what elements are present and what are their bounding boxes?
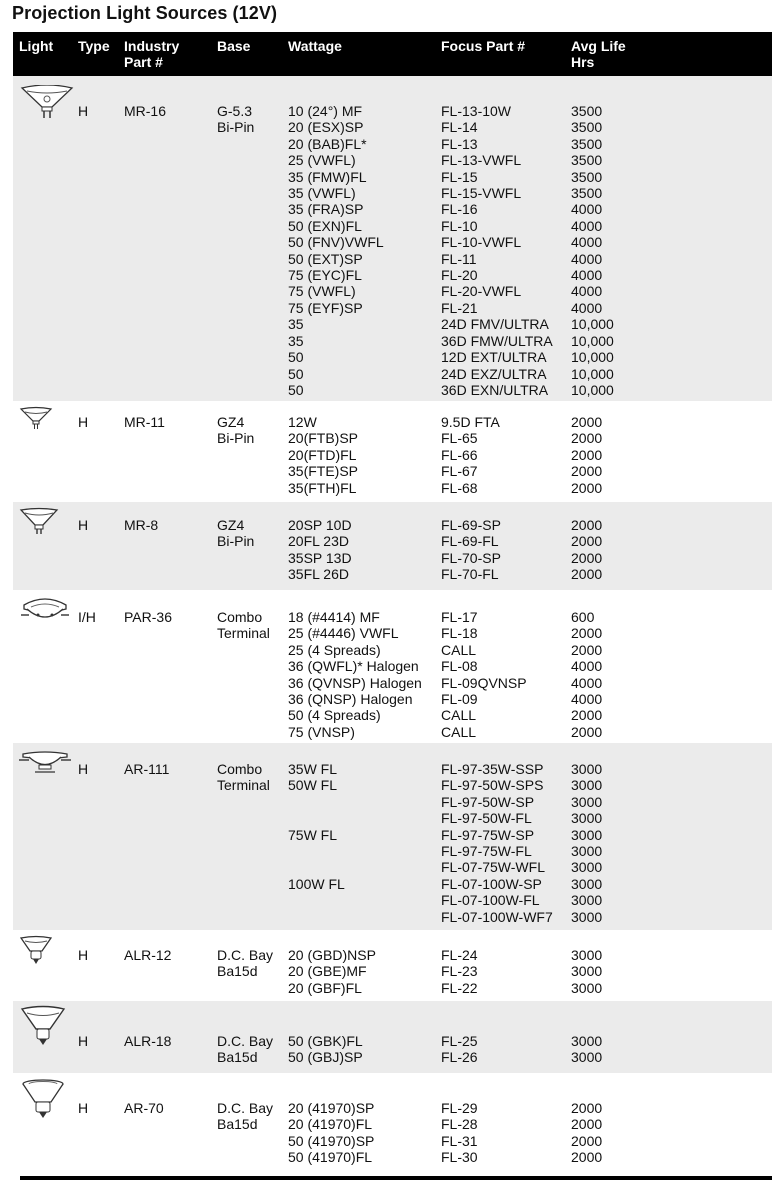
focus-part-cell-entry: FL-67	[441, 463, 478, 480]
base-cell-entry: Combo	[217, 761, 263, 777]
focus-part-cell-entry: FL-13-VWFL	[441, 152, 522, 169]
table-row-group	[13, 76, 772, 401]
type-cell	[78, 103, 88, 119]
focus-part-cell-entry: FL-97-50W-SP	[441, 793, 535, 810]
avg-life-cell-entry: 4000	[571, 217, 603, 234]
focus-part-cell-entry: FL-07-100W-SP	[441, 875, 542, 892]
industry-part-cell	[124, 947, 171, 963]
wattage-cell-entry: 50	[288, 349, 304, 366]
industry-part-cell	[124, 609, 172, 625]
base-cell-entry: Combo	[217, 609, 263, 625]
avg-life-cell-entry: 2000	[571, 641, 603, 658]
focus-part-cell-entry: FL-31	[441, 1132, 478, 1149]
avg-life-cell-entry: 3500	[571, 135, 603, 152]
wattage-cell-entry: 50	[288, 365, 304, 382]
industry-part-cell	[124, 517, 158, 533]
focus-part-cell-entry: FL-22	[441, 979, 478, 996]
par36-lamp-icon	[19, 595, 71, 634]
wattage-cell-entry: 35 (FMW)FL	[288, 168, 367, 185]
type-cell	[78, 1100, 88, 1116]
ar70-lamp-icon	[19, 1078, 67, 1127]
focus-part-cell-entry: 36D EXN/ULTRA	[441, 381, 549, 398]
focus-part-cell-entry: FL-97-50W-SPS	[441, 777, 544, 794]
base-cell	[217, 1033, 273, 1066]
industry-part-cell-entry: MR-16	[124, 103, 167, 119]
avg-life-cell	[571, 103, 614, 398]
focus-part-cell-entry: 36D FMW/ULTRA	[441, 332, 553, 349]
focus-part-cell-entry: FL-68	[441, 479, 478, 496]
avg-life-cell-entry: 2000	[571, 723, 603, 740]
avg-life-cell	[571, 1100, 602, 1166]
table-header	[13, 32, 772, 76]
wattage-cell-entry: 36 (QNSP) Halogen	[288, 691, 413, 708]
type-cell-entry: H	[78, 1100, 89, 1116]
wattage-cell-entry: 35 (VWFL)	[288, 185, 356, 202]
wattage-cell-entry: 25 (4 Spreads)	[288, 641, 381, 658]
wattage-cell-entry: 50	[288, 381, 304, 398]
wattage-cell-entry: 35SP 13D	[288, 549, 352, 566]
header-wattage: Wattage	[288, 38, 342, 54]
wattage-cell-entry: 50 (GBK)FL	[288, 1033, 363, 1049]
bottom-rule	[20, 1176, 772, 1180]
base-cell-entry: Bi-Pin	[217, 430, 255, 447]
mr11-lamp-icon	[19, 406, 53, 437]
focus-part-cell-entry: FL-97-75W-FL	[441, 843, 532, 860]
header-industry-line1: Industry	[124, 38, 180, 54]
wattage-cell-entry: 35	[288, 316, 304, 333]
type-cell-entry: H	[78, 103, 89, 119]
avg-life-cell-entry: 10,000	[571, 365, 614, 382]
type-cell	[78, 517, 88, 533]
focus-part-cell-entry: FL-65	[441, 430, 478, 447]
focus-part-cell	[441, 947, 478, 996]
wattage-cell-entry: 35 (FRA)SP	[288, 201, 364, 218]
wattage-cell-entry: 35W FL	[288, 761, 338, 777]
avg-life-cell-entry: 2000	[571, 446, 603, 463]
wattage-cell-entry	[288, 794, 345, 810]
focus-part-cell	[441, 103, 553, 398]
avg-life-cell-entry: 4000	[571, 201, 603, 218]
wattage-cell-entry: 25 (#4446) VWFL	[288, 625, 399, 642]
avg-life-cell-entry: 2000	[571, 1116, 603, 1133]
wattage-cell-entry: 75 (VWFL)	[288, 283, 356, 300]
base-cell	[217, 761, 270, 794]
avg-life-cell-entry: 3000	[571, 892, 603, 909]
focus-part-cell-entry: FL-10-VWFL	[441, 234, 522, 251]
table-row-group	[13, 401, 772, 502]
wattage-cell-entry: 20 (41970)SP	[288, 1100, 375, 1116]
industry-part-cell-entry: MR-8	[124, 517, 159, 533]
wattage-cell-entry: 50 (FNV)VWFL	[288, 234, 384, 251]
focus-part-cell-entry: FL-11	[441, 250, 477, 267]
focus-part-cell-entry: FL-66	[441, 446, 478, 463]
wattage-cell-entry: 100W FL	[288, 875, 345, 892]
base-cell	[217, 947, 273, 980]
focus-part-cell-entry: FL-69-FL	[441, 533, 499, 550]
table-row-group	[13, 590, 772, 743]
wattage-cell-entry: 20(FTB)SP	[288, 430, 359, 447]
focus-part-cell-entry: FL-18	[441, 625, 478, 642]
avg-life-cell-entry: 3500	[571, 103, 603, 119]
header-light: Light	[19, 38, 54, 54]
avg-life-cell-entry: 10,000	[571, 349, 614, 366]
type-cell	[78, 1033, 88, 1049]
wattage-cell-entry: 75W FL	[288, 826, 338, 843]
wattage-cell	[288, 103, 384, 398]
base-cell-entry: GZ4	[217, 414, 245, 430]
focus-part-cell-entry: FL-97-50W-FL	[441, 810, 532, 827]
focus-part-cell-entry: FL-17	[441, 609, 478, 625]
industry-part-cell	[124, 1033, 171, 1049]
wattage-cell-entry	[288, 909, 345, 925]
wattage-cell-entry: 20 (ESX)SP	[288, 119, 364, 136]
wattage-cell-entry: 20SP 10D	[288, 517, 352, 533]
wattage-cell-entry: 10 (24°) MF	[288, 103, 363, 119]
wattage-cell-entry: 50 (EXN)FL	[288, 217, 362, 234]
wattage-cell-entry: 20 (GBF)FL	[288, 979, 362, 996]
focus-part-cell-entry: 24D EXZ/ULTRA	[441, 365, 547, 382]
type-cell	[78, 609, 96, 625]
focus-part-cell-entry: 9.5D FTA	[441, 414, 500, 430]
focus-part-cell-entry: CALL	[441, 641, 477, 658]
base-cell	[217, 517, 254, 550]
focus-part-cell-entry: FL-25	[441, 1033, 478, 1049]
wattage-cell-entry	[288, 810, 345, 826]
wattage-cell-entry: 35FL 26D	[288, 566, 349, 583]
industry-part-cell-entry: ALR-12	[124, 947, 172, 963]
avg-life-cell-entry: 4000	[571, 250, 603, 267]
wattage-cell-entry: 50 (4 Spreads)	[288, 707, 381, 724]
industry-part-cell	[124, 1100, 164, 1116]
type-cell-entry: H	[78, 1033, 89, 1049]
focus-part-cell-entry: FL-09	[441, 691, 478, 708]
type-cell-entry: H	[78, 517, 89, 533]
focus-part-cell-entry: FL-07-100W-FL	[441, 892, 540, 909]
wattage-cell	[288, 1100, 374, 1166]
focus-part-cell-entry: FL-21	[441, 299, 478, 316]
type-cell	[78, 947, 88, 963]
avg-life-cell-entry: 10,000	[571, 316, 614, 333]
base-cell-entry: Ba15d	[217, 1049, 258, 1066]
wattage-cell-entry: 50 (EXT)SP	[288, 250, 363, 267]
focus-part-cell-entry: FL-30	[441, 1149, 478, 1166]
avg-life-cell-entry: 4000	[571, 234, 603, 251]
base-cell-entry: Terminal	[217, 625, 270, 642]
wattage-cell	[288, 414, 358, 496]
focus-part-cell-entry: FL-70-SP	[441, 549, 501, 566]
focus-part-cell	[441, 414, 500, 496]
header-focus-part: Focus Part #	[441, 38, 526, 54]
wattage-cell-entry: 20 (GBE)MF	[288, 963, 367, 980]
wattage-cell-entry: 75 (VNSP)	[288, 723, 355, 740]
wattage-cell	[288, 761, 345, 925]
wattage-cell-entry: 35(FTH)FL	[288, 479, 357, 496]
focus-part-cell	[441, 609, 527, 740]
wattage-cell-entry: 36 (QVNSP) Halogen	[288, 674, 422, 691]
focus-part-cell	[441, 517, 501, 583]
avg-life-cell	[571, 1033, 602, 1066]
focus-part-cell	[441, 761, 553, 925]
avg-life-cell-entry: 3000	[571, 826, 603, 843]
industry-part-cell	[124, 761, 169, 777]
avg-life-cell-entry: 2000	[571, 707, 603, 724]
avg-life-cell-entry: 3500	[571, 168, 603, 185]
base-cell	[217, 609, 270, 642]
avg-life-cell-entry: 3500	[571, 185, 603, 202]
avg-life-cell-entry: 3000	[571, 875, 603, 892]
base-cell-entry: D.C. Bay	[217, 1100, 274, 1116]
wattage-cell-entry: 36 (QWFL)* Halogen	[288, 658, 419, 675]
base-cell	[217, 103, 254, 136]
table-row-group	[13, 743, 772, 930]
wattage-cell-entry	[288, 892, 345, 908]
avg-life-cell-entry: 3000	[571, 859, 603, 876]
focus-part-cell-entry: FL-07-75W-WFL	[441, 859, 545, 876]
wattage-cell-entry: 25 (VWFL)	[288, 152, 356, 169]
avg-life-cell-entry: 3000	[571, 777, 603, 794]
focus-part-cell-entry: FL-97-35W-SSP	[441, 761, 544, 777]
focus-part-cell-entry: FL-09QVNSP	[441, 674, 527, 691]
avg-life-cell-entry: 2000	[571, 1100, 603, 1116]
focus-part-cell-entry: FL-20	[441, 267, 478, 284]
type-cell	[78, 414, 88, 430]
avg-life-cell-entry: 3000	[571, 963, 603, 980]
base-cell-entry: G-5.3	[217, 103, 253, 119]
avg-life-cell-entry: 10,000	[571, 332, 614, 349]
avg-life-cell-entry: 2000	[571, 1149, 603, 1166]
base-cell	[217, 414, 254, 447]
focus-part-cell-entry: FL-15	[441, 168, 478, 185]
focus-part-cell-entry: FL-16	[441, 201, 478, 218]
wattage-cell-entry: 20(FTD)FL	[288, 446, 357, 463]
avg-life-cell-entry: 600	[571, 609, 595, 625]
focus-part-cell-entry: FL-14	[441, 119, 478, 136]
header-base: Base	[217, 38, 251, 54]
avg-life-cell-entry: 3500	[571, 119, 603, 136]
type-cell	[78, 761, 88, 777]
avg-life-cell-entry: 3500	[571, 152, 603, 169]
avg-life-cell-entry: 2000	[571, 1132, 603, 1149]
base-cell-entry: D.C. Bay	[217, 947, 274, 963]
industry-part-cell	[124, 103, 166, 119]
avg-life-cell-entry: 3000	[571, 793, 603, 810]
avg-life-cell-entry: 2000	[571, 625, 603, 642]
focus-part-cell-entry: FL-69-SP	[441, 517, 501, 533]
focus-part-cell-entry: FL-08	[441, 658, 478, 675]
avg-life-cell-entry: 3000	[571, 843, 603, 860]
focus-part-cell-entry: FL-29	[441, 1100, 478, 1116]
type-cell-entry: H	[78, 414, 89, 430]
focus-part-cell-entry: FL-24	[441, 947, 478, 963]
header-industry-line2: Part #	[124, 54, 163, 70]
focus-part-cell-entry: FL-10	[441, 217, 478, 234]
focus-part-cell-entry: FL-13	[441, 135, 478, 152]
industry-part-cell-entry: AR-70	[124, 1100, 164, 1116]
avg-life-cell-entry: 3000	[571, 979, 603, 996]
ar111-lamp-icon	[19, 748, 71, 783]
avg-life-cell-entry: 2000	[571, 414, 603, 430]
focus-part-cell-entry: FL-23	[441, 963, 478, 980]
focus-part-cell-entry: FL-07-100W-WF7	[441, 908, 553, 925]
wattage-cell-entry: 75 (EYF)SP	[288, 299, 363, 316]
avg-life-cell-entry: 2000	[571, 517, 603, 533]
wattage-cell-entry: 50 (41970)FL	[288, 1149, 373, 1166]
header-industry-part	[124, 38, 179, 70]
industry-part-cell-entry: AR-111	[124, 761, 170, 777]
avg-life-cell-entry: 4000	[571, 658, 603, 675]
wattage-cell	[288, 517, 352, 583]
wattage-cell-entry: 50 (41970)SP	[288, 1132, 375, 1149]
avg-life-cell-entry: 4000	[571, 283, 603, 300]
wattage-cell-entry: 35(FTE)SP	[288, 463, 359, 480]
base-cell-entry: Ba15d	[217, 1116, 258, 1133]
focus-part-cell	[441, 1100, 478, 1166]
avg-life-cell-entry: 4000	[571, 691, 603, 708]
wattage-cell-entry: 50W FL	[288, 777, 338, 794]
avg-life-cell	[571, 414, 602, 496]
focus-part-cell-entry: 24D FMV/ULTRA	[441, 316, 549, 333]
wattage-cell-entry	[288, 859, 345, 875]
wattage-cell	[288, 609, 422, 740]
avg-life-cell-entry: 2000	[571, 549, 603, 566]
base-cell-entry: D.C. Bay	[217, 1033, 274, 1049]
avg-life-cell	[571, 947, 602, 996]
focus-part-cell-entry: FL-13-10W	[441, 103, 512, 119]
base-cell-entry: GZ4	[217, 517, 245, 533]
focus-part-cell-entry: FL-28	[441, 1116, 478, 1133]
wattage-cell-entry: 20 (BAB)FL*	[288, 135, 367, 152]
avg-life-cell-entry: 3000	[571, 1049, 603, 1066]
industry-part-cell-entry: MR-11	[124, 414, 165, 430]
focus-part-cell-entry: FL-20-VWFL	[441, 283, 522, 300]
avg-life-cell-entry: 3000	[571, 947, 603, 963]
avg-life-cell-entry: 2000	[571, 463, 603, 480]
mr16-lamp-icon	[19, 85, 75, 126]
avg-life-cell-entry: 4000	[571, 674, 603, 691]
wattage-cell-entry: 35	[288, 332, 304, 349]
wattage-cell-entry: 75 (EYC)FL	[288, 267, 362, 284]
focus-part-cell-entry: CALL	[441, 723, 477, 740]
avg-life-cell	[571, 517, 602, 583]
base-cell	[217, 1100, 273, 1133]
base-cell-entry: Bi-Pin	[217, 119, 255, 136]
alr18-lamp-icon	[19, 1005, 67, 1054]
wattage-cell-entry: 20 (GBD)NSP	[288, 947, 376, 963]
industry-part-cell	[124, 414, 165, 430]
avg-life-cell-entry: 3000	[571, 810, 603, 827]
avg-life-cell-entry: 2000	[571, 430, 603, 447]
wattage-cell	[288, 1033, 363, 1066]
mr8-lamp-icon	[19, 507, 59, 542]
focus-part-cell-entry: CALL	[441, 707, 477, 724]
avg-life-cell-entry: 4000	[571, 267, 603, 284]
header-life-line2: Hrs	[571, 54, 595, 70]
wattage-cell-entry	[288, 843, 345, 859]
table-row-group	[13, 930, 772, 1001]
base-cell-entry: Terminal	[217, 777, 270, 794]
avg-life-cell-entry: 2000	[571, 479, 603, 496]
focus-part-cell-entry: FL-15-VWFL	[441, 185, 522, 202]
focus-part-cell-entry: 12D EXT/ULTRA	[441, 349, 547, 366]
page-title: Projection Light Sources (12V)	[12, 3, 278, 23]
type-cell-entry: H	[78, 761, 89, 777]
avg-life-cell-entry: 3000	[571, 761, 603, 777]
wattage-cell-entry: 20FL 23D	[288, 533, 349, 550]
type-cell-entry: H	[78, 947, 89, 963]
avg-life-cell-entry: 10,000	[571, 381, 614, 398]
industry-part-cell-entry: PAR-36	[124, 609, 172, 625]
avg-life-cell-entry: 3000	[571, 908, 603, 925]
alr12-lamp-icon	[19, 935, 53, 972]
table-row-group	[13, 502, 772, 590]
base-cell-entry: Bi-Pin	[217, 533, 255, 550]
base-cell-entry: Ba15d	[217, 963, 258, 980]
table-row-group	[13, 1001, 772, 1073]
wattage-cell-entry: 12W	[288, 414, 317, 430]
avg-life-cell	[571, 761, 602, 925]
avg-life-cell-entry: 4000	[571, 299, 603, 316]
industry-part-cell-entry: ALR-18	[124, 1033, 172, 1049]
wattage-cell-entry: 18 (#4414) MF	[288, 609, 380, 625]
type-cell-entry: I/H	[78, 609, 96, 625]
focus-part-cell-entry: FL-70-FL	[441, 566, 499, 583]
header-type: Type	[78, 38, 110, 54]
wattage-cell-entry: 50 (GBJ)SP	[288, 1049, 363, 1066]
avg-life-cell-entry: 2000	[571, 533, 603, 550]
focus-part-cell	[441, 1033, 478, 1066]
focus-part-cell-entry: FL-97-75W-SP	[441, 826, 535, 843]
wattage-cell-entry: 20 (41970)FL	[288, 1116, 373, 1133]
avg-life-cell-entry: 2000	[571, 566, 603, 583]
avg-life-cell-entry: 3000	[571, 1033, 603, 1049]
wattage-cell	[288, 947, 376, 996]
focus-part-cell-entry: FL-26	[441, 1049, 478, 1066]
avg-life-cell	[571, 609, 602, 740]
table-row-group	[13, 1073, 772, 1173]
header-avg-life	[571, 38, 626, 70]
header-life-line1: Avg Life	[571, 38, 626, 54]
